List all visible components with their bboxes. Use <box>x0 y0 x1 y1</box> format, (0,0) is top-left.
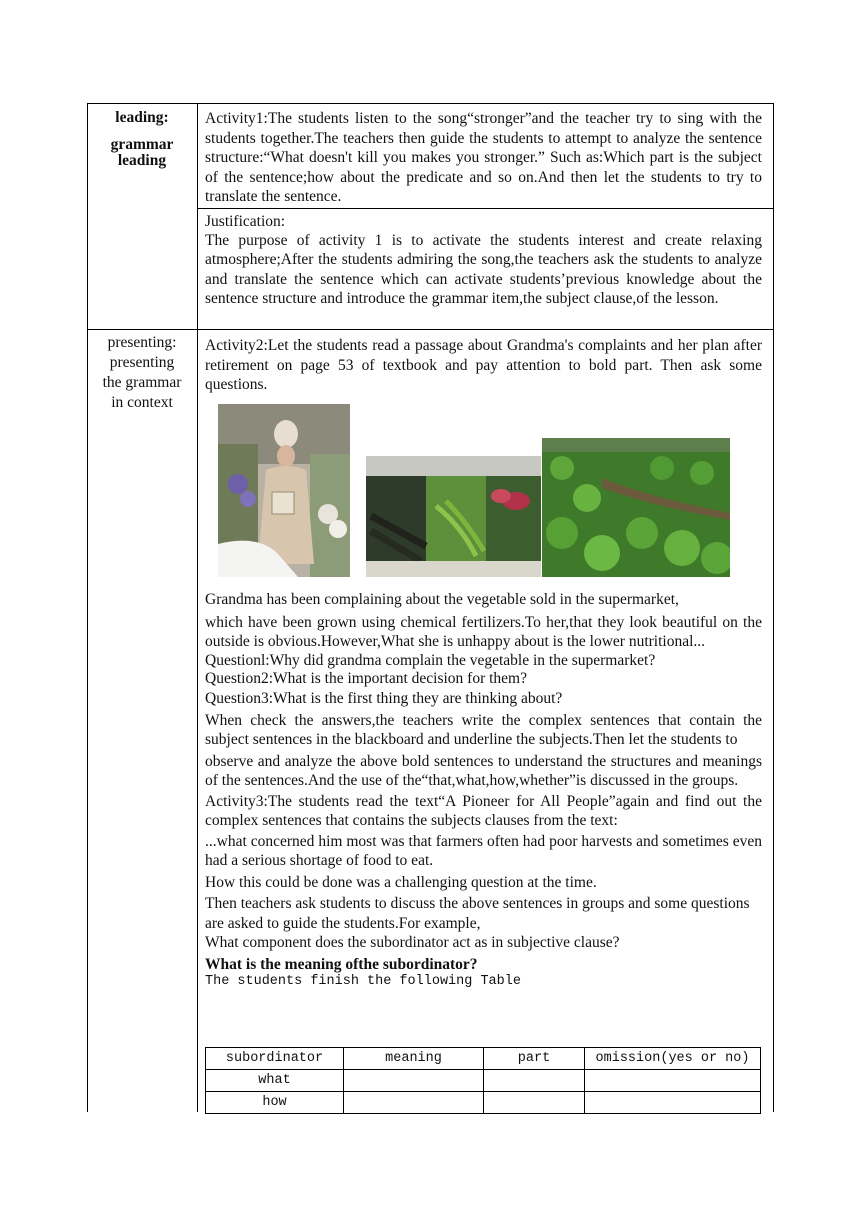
row-label-grammar-leading <box>87 137 197 169</box>
table-cell[interactable] <box>585 1070 761 1092</box>
table-row <box>206 1092 761 1114</box>
row-divider-presenting <box>87 329 774 330</box>
label-line: leading <box>117 152 167 169</box>
table-cell[interactable] <box>585 1092 761 1114</box>
table-cell-subordinator: what <box>206 1070 344 1092</box>
lesson-plan-table <box>87 103 774 1112</box>
table-cell[interactable] <box>344 1070 484 1092</box>
header-subordinator: subordinator <box>206 1048 344 1070</box>
header-omission: omission(yes or no) <box>585 1048 761 1070</box>
question-2: Question2:What is the important decision for them? <box>205 669 527 687</box>
passage-line-first: Grandma has been complaining about the vegetable sold in the supermarket, <box>205 591 679 608</box>
subordinator-table <box>205 1047 761 1114</box>
justification-block <box>205 212 762 308</box>
label-line: the grammar <box>102 374 182 391</box>
table-cell[interactable] <box>484 1092 585 1114</box>
header-part: part <box>484 1048 585 1070</box>
table-cell[interactable] <box>484 1070 585 1092</box>
row-label-leading <box>87 108 197 128</box>
activity2-text <box>205 336 762 395</box>
vegetable-field-photo <box>542 438 730 577</box>
label-line: in context <box>111 394 173 411</box>
label-line: presenting <box>109 354 175 371</box>
label-line: presenting: <box>107 334 177 351</box>
activity1-paragraph: Activity1:The students listen to the song“stronger”and the teacher try to sing with the students together.The teachers then guide the students to attempt to analyze the sentence structure:“What doesn't kill you makes you stronger.” Such as:Which part is the subject of the sentence;how about the predicate and so on.And then let the students to try to translate the sentence. <box>205 110 762 206</box>
component-question: What component does the subordinator act as in subjective clause? <box>205 934 620 951</box>
table-cell-subordinator: how <box>206 1092 344 1114</box>
quote-2: How this could be done was a challenging question at the time. <box>205 873 597 891</box>
question-3: Question3:What is the first thing they are thinking about? <box>205 689 563 707</box>
label-line: grammar <box>110 136 174 153</box>
activity2-paragraph: Activity2:Let the students read a passage about Grandma's complaints and her plan after retirement on page 53 of textbook and pay attention to bold part. Then ask some questions. <box>205 337 762 393</box>
header-meaning: meaning <box>344 1048 484 1070</box>
grandma-passage <box>205 590 762 990</box>
row-divider-justification <box>197 208 774 209</box>
meaning-question: What is the meaning ofthe subordinator? <box>205 955 478 973</box>
label-line: leading: <box>115 109 169 126</box>
quote-1: ...what concerned him most was that farmers often had poor harvests and sometimes even had a serious shortage of food to eat. <box>205 832 762 869</box>
activity1-text <box>205 109 762 207</box>
table-border-left <box>87 104 88 1112</box>
grandma-flowers-photo <box>218 404 350 577</box>
table-intro: The students finish the following Table <box>205 974 521 989</box>
activity3-paragraph: Activity3:The students read the text“A Pioneer for All People”again and find out the complex sentences that contains the subjects clauses from the text: <box>205 792 762 829</box>
passage-paragraph: which have been grown using chemical fertilizers.To her,that they look beautiful on the outside is obvious.However,What she is unhappy about is the lower nutritional... <box>205 613 762 650</box>
justification-paragraph: The purpose of activity 1 is to activate the students interest and create relaxing atmosphere;After the students admiring the song,the teachers ask the students to analyze and translate the sentence which can activate students’previous knowledge about the sentence structure and introduce the grammar item,the subject clause,of the lesson. <box>205 232 762 307</box>
check-answers-paragraph: When check the answers,the teachers write the complex sentences that contain the subject sentences in the blackboard and underline the subjects.Then let the students to <box>205 711 762 748</box>
row-label-presenting <box>87 333 197 413</box>
question-1: Questionl:Why did grandma complain the vegetable in the supermarket? <box>205 651 656 669</box>
supermarket-vegetables-photo <box>366 456 541 577</box>
column-divider <box>197 104 198 1112</box>
observe-paragraph: observe and analyze the above bold sentences to understand the structures and meanings of the sentences.And the use of the“that,what,how,whether”is discussed in the groups. <box>205 752 762 789</box>
table-row <box>206 1070 761 1092</box>
table-cell[interactable] <box>344 1092 484 1114</box>
table-header-row <box>206 1048 761 1070</box>
discuss-paragraph: Then teachers ask students to discuss the above sentences in groups and some questions are asked to guide the students.For example, <box>205 895 750 932</box>
justification-title: Justification: <box>205 213 286 230</box>
table-border-right <box>773 104 774 1112</box>
